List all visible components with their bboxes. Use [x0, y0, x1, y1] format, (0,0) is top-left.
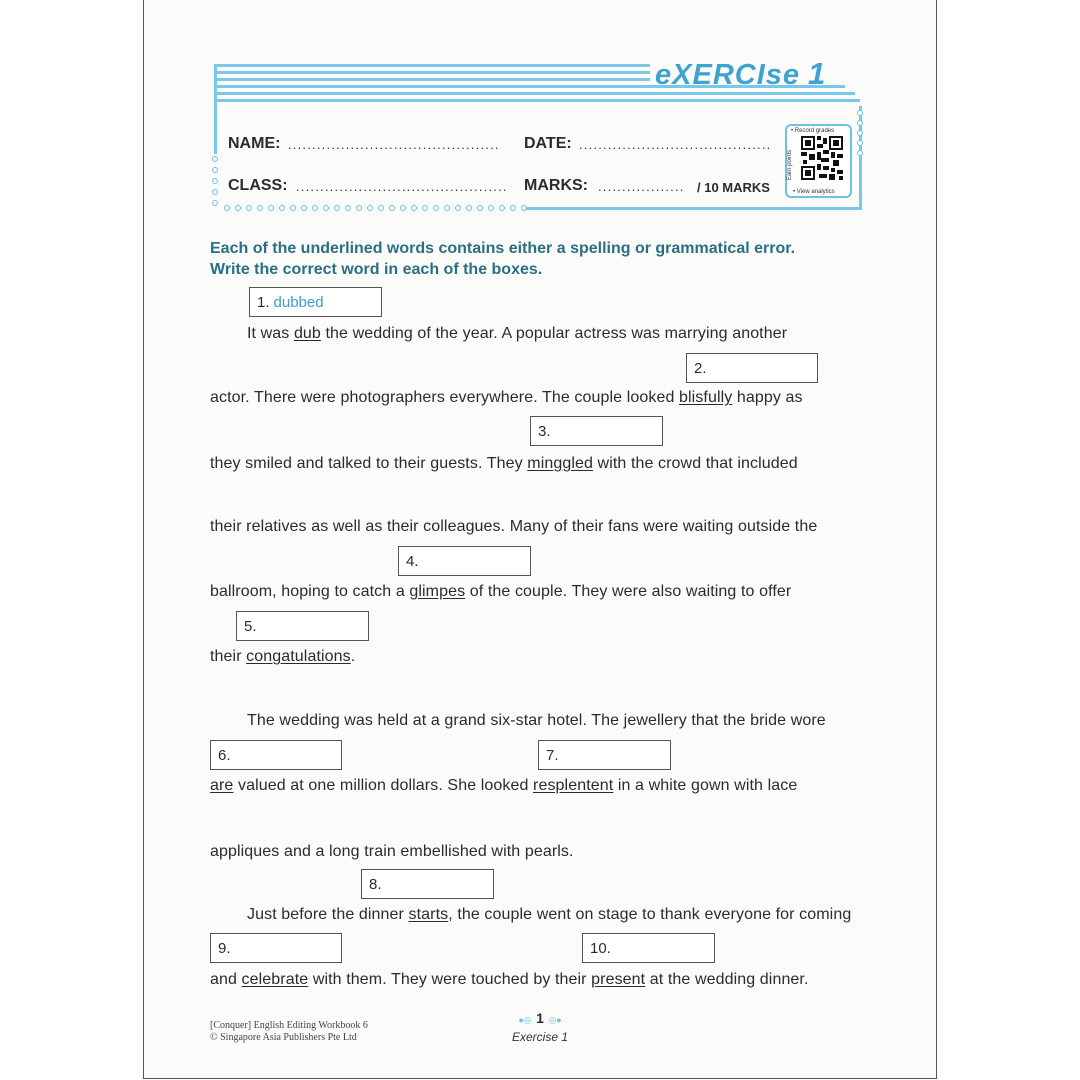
answer-box-label: 10.: [590, 940, 611, 957]
text-run: .: [350, 648, 356, 665]
instruction-line-1: Each of the underlined words contains either a spelling or grammatical error.: [210, 240, 796, 257]
page-ornament-icon: ●◎: [518, 1015, 532, 1025]
frame-dot: [279, 205, 285, 211]
answer-box-value: dubbed: [273, 294, 324, 311]
answer-box-label: 6.: [218, 747, 231, 764]
text-run: they smiled and talked to their guests. They: [210, 455, 528, 472]
page-ornament-icon: ◎●: [548, 1015, 562, 1025]
frame-dot: [389, 205, 395, 211]
frame-dot: [857, 140, 863, 146]
answer-box-3[interactable]: [530, 416, 663, 446]
frame-dot: [455, 205, 461, 211]
exercise-title: [655, 56, 826, 92]
text-run: actor. There were photographers everywhere. The couple looked: [210, 389, 679, 406]
text-run: valued at one million dollars. She looked: [233, 777, 534, 794]
qr-side-text: Earn points: [787, 149, 794, 181]
passage-line-3: [210, 455, 798, 473]
frame-dot: [857, 130, 863, 136]
answer-box-label: 9.: [218, 940, 231, 957]
footer-page-marker: [510, 1010, 570, 1028]
underlined-word: glimpes: [409, 583, 466, 600]
text-run: ballroom, hoping to catch a: [210, 583, 410, 600]
answer-box-9[interactable]: [210, 933, 342, 963]
frame-dot: [411, 205, 417, 211]
text-run: in a white gown with lace: [613, 777, 798, 794]
frame-dot: [488, 205, 494, 211]
answer-box-8[interactable]: [361, 869, 494, 899]
answer-box-5[interactable]: [236, 611, 369, 641]
passage-line-4: their relatives as well as their colleagues. Many of their fans were waiting outside the: [210, 518, 818, 535]
qr-bottom-text: • View analytics: [793, 189, 835, 195]
banner-stripe: [215, 64, 650, 67]
page-number: 1: [536, 1010, 544, 1026]
qr-top-text: • Record grades: [791, 128, 835, 134]
frame-bottom-line: [525, 207, 862, 210]
frame-dot: [334, 205, 340, 211]
passage-line-5: [210, 583, 791, 601]
banner-stripe: [215, 99, 860, 102]
marks-field[interactable]: ..................: [598, 179, 685, 194]
footer-copyright: © Singapore Asia Publishers Pte Ltd: [210, 1032, 357, 1043]
frame-dot: [235, 205, 241, 211]
frame-dot: [521, 205, 527, 211]
frame-dot: [433, 205, 439, 211]
marks-total: / 10 MARKS: [697, 180, 770, 195]
footer-exercise-label: Exercise 1: [511, 1030, 569, 1044]
frame-dot: [422, 205, 428, 211]
underlined-word: starts: [408, 906, 449, 923]
underlined-word: present: [591, 971, 646, 988]
name-field[interactable]: ............................................: [288, 137, 500, 152]
frame-dot: [510, 205, 516, 211]
frame-dot: [857, 110, 863, 116]
answer-box-label: 4.: [406, 553, 419, 570]
text-run: at the wedding dinner.: [645, 971, 809, 988]
passage-line-1: [247, 325, 787, 343]
underlined-word: dub: [293, 325, 321, 342]
underlined-word: resplentent: [533, 777, 614, 794]
passage-line-9: appliques and a long train embellished with pearls.: [210, 843, 574, 860]
banner-stripe: [215, 92, 855, 95]
passage-line-2: [210, 389, 803, 407]
text-run: and: [210, 971, 242, 988]
date-field[interactable]: ........................................: [579, 137, 771, 152]
frame-dot: [268, 205, 274, 211]
banner-stripe: [215, 78, 650, 81]
answer-box-label: 3.: [538, 423, 551, 440]
answer-box-7[interactable]: [538, 740, 671, 770]
answer-box-label: 1.: [257, 294, 270, 311]
footer-credits: [210, 1020, 368, 1044]
answer-box-label: 7.: [546, 747, 559, 764]
answer-box-4[interactable]: [398, 546, 531, 576]
exercise-title-text: eXERCIse: [655, 59, 801, 91]
frame-dot: [444, 205, 450, 211]
frame-dot: [356, 205, 362, 211]
name-label: NAME:: [228, 135, 281, 152]
frame-dot: [246, 205, 252, 211]
answer-box-10[interactable]: [582, 933, 715, 963]
frame-dot: [857, 150, 863, 156]
frame-dot: [212, 156, 218, 162]
underlined-word: blisfully: [679, 389, 733, 406]
marks-label: MARKS:: [524, 177, 588, 194]
frame-dot: [257, 205, 263, 211]
text-run: happy as: [732, 389, 803, 406]
qr-code-block[interactable]: [785, 124, 852, 198]
passage-line-6: [210, 648, 355, 666]
exercise-number: 1: [808, 56, 827, 91]
class-label: CLASS:: [228, 177, 288, 194]
underlined-word: minggled: [527, 455, 593, 472]
frame-dot: [466, 205, 472, 211]
frame-dot: [477, 205, 483, 211]
text-run: with the crowd that included: [593, 455, 798, 472]
frame-dot: [212, 189, 218, 195]
frame-dot: [400, 205, 406, 211]
text-run: It was: [247, 325, 294, 342]
instruction: [210, 238, 870, 280]
frame-dot: [212, 167, 218, 173]
frame-dot: [212, 200, 218, 206]
text-run: of the couple. They were also waiting to offer: [465, 583, 792, 600]
frame-dot: [499, 205, 505, 211]
text-run: with them. They were touched by their: [308, 971, 592, 988]
answer-box-2[interactable]: [686, 353, 818, 383]
text-run: Just before the dinner: [247, 906, 409, 923]
qr-code-icon: [801, 136, 843, 180]
frame-dot: [857, 120, 863, 126]
answer-box-1[interactable]: [249, 287, 382, 317]
underlined-word: are: [210, 777, 234, 794]
frame-dot: [345, 205, 351, 211]
answer-box-6[interactable]: [210, 740, 342, 770]
text-run: , the couple went on stage to thank everyone for coming: [448, 906, 852, 923]
passage-line-8: [210, 777, 797, 795]
frame-dot: [224, 205, 230, 211]
class-field[interactable]: ............................................: [296, 179, 508, 194]
instruction-line-2: Write the correct word in each of the boxes.: [210, 261, 543, 278]
frame-dot: [378, 205, 384, 211]
answer-box-label: 2.: [694, 360, 707, 377]
passage-line-7: The wedding was held at a grand six-star hotel. The jewellery that the bride wore: [247, 712, 826, 729]
passage-line-11: [210, 971, 809, 989]
frame-dot: [290, 205, 296, 211]
underlined-word: celebrate: [241, 971, 309, 988]
date-label: DATE:: [524, 135, 572, 152]
frame-left-line: [214, 64, 217, 154]
frame-dot: [301, 205, 307, 211]
underlined-word: congatulations: [246, 648, 351, 665]
frame-dot: [323, 205, 329, 211]
frame-dot: [212, 178, 218, 184]
answer-box-label: 5.: [244, 618, 257, 635]
text-run: their: [210, 648, 247, 665]
banner-stripe: [215, 71, 650, 74]
frame-dot: [312, 205, 318, 211]
text-run: the wedding of the year. A popular actress was marrying another: [320, 325, 788, 342]
frame-dot: [367, 205, 373, 211]
passage-line-10: [247, 906, 851, 924]
answer-box-label: 8.: [369, 876, 382, 893]
footer-book-title: [Conquer] English Editing Workbook 6: [210, 1020, 368, 1031]
